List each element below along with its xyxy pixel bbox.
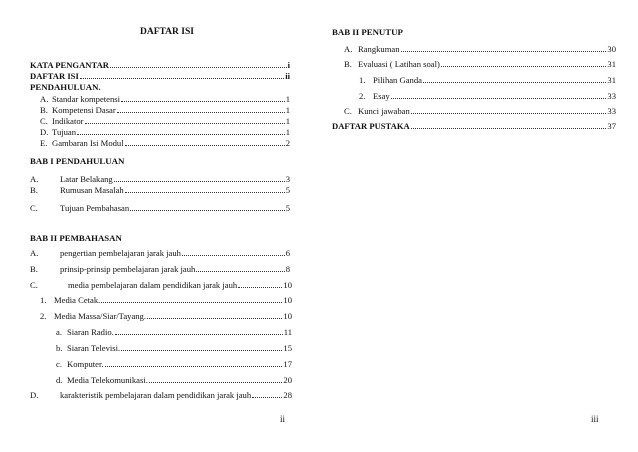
- entry-label: Media Massa/Siar/Tayang.: [54, 311, 146, 321]
- entry-marker: 2.: [359, 91, 366, 101]
- dot-leader: [130, 210, 285, 211]
- dot-leader: [115, 334, 283, 335]
- entry-page: 1: [285, 127, 290, 137]
- entry-page: 10: [283, 295, 292, 305]
- toc-entry-bab2-c1[interactable]: [40, 295, 292, 306]
- entry-page: 33: [607, 106, 616, 116]
- entry-label: prinsip-prinsip pembelajaran jarak jauh: [60, 264, 196, 274]
- toc-entry-pendahuluan-b[interactable]: [40, 105, 290, 116]
- toc-entry-bab2-c2d[interactable]: [56, 375, 292, 386]
- entry-page: i: [287, 60, 290, 70]
- entry-page: 31: [607, 59, 616, 69]
- entry-label: KATA PENGANTAR: [30, 60, 110, 70]
- entry-marker: B.: [40, 105, 48, 115]
- right-page: [319, 0, 638, 452]
- dot-leader: [391, 98, 607, 99]
- entry-marker: B.: [30, 185, 38, 195]
- dot-leader: [441, 66, 607, 67]
- toc-entry-bab3-b1[interactable]: [359, 75, 616, 86]
- dot-leader: [238, 287, 282, 288]
- entry-page: 17: [283, 359, 292, 369]
- entry-marker: 1.: [40, 295, 47, 305]
- entry-label: Evaluasi ( Latihan soal): [358, 59, 440, 69]
- entry-page: 5: [285, 185, 290, 195]
- toc-entry-bab2-c[interactable]: [30, 280, 292, 291]
- toc-entry-bab3-b[interactable]: [344, 59, 616, 70]
- entry-label: Indikator: [52, 116, 84, 126]
- dot-leader: [125, 145, 285, 146]
- entry-marker: A.: [30, 174, 39, 184]
- entry-marker: C.: [30, 203, 38, 213]
- entry-page: 1: [285, 116, 290, 126]
- entry-label: Siaran Radio.: [67, 327, 114, 337]
- page-number: iii: [591, 414, 599, 424]
- entry-page: 6: [285, 248, 290, 258]
- entry-label: Standar kompetensi: [52, 94, 121, 104]
- dot-leader: [401, 51, 607, 52]
- entry-marker: b.: [56, 343, 63, 353]
- dot-leader: [77, 134, 285, 135]
- entry-page: 11: [283, 327, 292, 337]
- dot-leader: [252, 397, 282, 398]
- toc-entry-daftar-pustaka[interactable]: [332, 121, 616, 132]
- entry-marker: A.: [30, 248, 39, 258]
- toc-entry-kata-pengantar[interactable]: [30, 60, 290, 71]
- entry-label: Kunci jawaban: [358, 106, 410, 116]
- bab3-heading: BAB II PENUTUP: [332, 27, 403, 37]
- toc-entry-bab3-b2[interactable]: [359, 91, 616, 102]
- toc-entry-bab3-c[interactable]: [344, 106, 616, 117]
- entry-page: 15: [283, 343, 292, 353]
- entry-page: 33: [607, 91, 616, 101]
- entry-page: 1: [285, 105, 290, 115]
- entry-label: DAFTAR PUSTAKA: [332, 121, 410, 131]
- entry-page: 37: [607, 121, 616, 131]
- dot-leader: [121, 350, 282, 351]
- toc-entry-pendahuluan-a[interactable]: [40, 94, 290, 105]
- dot-leader: [147, 318, 282, 319]
- toc-entry-bab2-c2a[interactable]: [56, 327, 292, 338]
- entry-page: 30: [607, 44, 616, 54]
- entry-label: Rumusan Masalah: [60, 185, 124, 195]
- entry-label: Tujuan Pembahasan: [60, 203, 130, 213]
- dot-leader: [182, 255, 285, 256]
- toc-entry-bab2-b[interactable]: [30, 264, 290, 275]
- entry-marker: a.: [56, 327, 62, 337]
- toc-entry-bab2-c2[interactable]: [40, 311, 292, 322]
- entry-label: Media Cetak.: [54, 295, 101, 305]
- entry-page: 1: [285, 94, 290, 104]
- entry-marker: c.: [56, 359, 62, 369]
- entry-label: Latar Belakang: [60, 174, 113, 184]
- toc-entry-bab1-b[interactable]: [30, 185, 290, 196]
- toc-entry-bab3-a[interactable]: [344, 44, 616, 55]
- entry-marker: B.: [344, 59, 352, 69]
- entry-label: Gambaran Isi Modul: [52, 138, 124, 148]
- entry-marker: A.: [344, 44, 353, 54]
- entry-marker: B.: [30, 264, 38, 274]
- toc-entry-bab2-c2c[interactable]: [56, 359, 292, 370]
- entry-label: Rangkuman: [358, 44, 400, 54]
- bab2-heading: BAB II PEMBAHASAN: [30, 233, 122, 243]
- dot-leader: [411, 128, 607, 129]
- entry-label: DAFTAR ISI: [30, 71, 79, 81]
- entry-marker: D.: [30, 390, 39, 400]
- entry-page: 5: [285, 203, 290, 213]
- toc-entry-bab2-a[interactable]: [30, 248, 290, 259]
- entry-page: 2: [285, 138, 290, 148]
- toc-entry-bab2-d[interactable]: [30, 390, 292, 401]
- toc-entry-bab2-c2b[interactable]: [56, 343, 292, 354]
- dot-leader: [101, 302, 282, 303]
- entry-page: 10: [283, 280, 292, 290]
- toc-entry-pendahuluan-c[interactable]: [40, 116, 290, 127]
- entry-label: Pilihan Ganda: [373, 75, 422, 85]
- entry-marker: C.: [344, 106, 352, 116]
- entry-marker: A.: [40, 94, 49, 104]
- bab1-heading: BAB I PENDAHULUAN: [30, 156, 125, 166]
- dot-leader: [121, 101, 285, 102]
- entry-label: Media Telekomunikasi.: [67, 375, 148, 385]
- entry-label: media pembelajaran dalam pendidikan jarak jauh: [68, 280, 238, 290]
- toc-entry-pendahuluan-e[interactable]: [40, 138, 290, 149]
- entry-page: ii: [285, 71, 290, 81]
- toc-entry-daftar-isi[interactable]: [30, 71, 290, 82]
- dot-leader: [411, 113, 607, 114]
- entry-page: 3: [285, 174, 290, 184]
- entry-label: Komputer.: [67, 359, 104, 369]
- entry-label: Siaran Televisi.: [67, 343, 121, 353]
- dot-leader: [114, 181, 285, 182]
- section-label: PENDAHULUAN: [30, 82, 99, 92]
- entry-label: pengertian pembelajaran jarak jauh: [60, 248, 181, 258]
- entry-page: 8: [285, 264, 290, 274]
- dot-leader: [196, 271, 284, 272]
- toc-entry-pendahuluan-d[interactable]: [40, 127, 290, 138]
- dot-leader: [80, 78, 284, 79]
- entry-marker: C.: [30, 280, 38, 290]
- dot-leader: [85, 123, 285, 124]
- toc-entry-bab1-c[interactable]: [30, 203, 290, 214]
- dot-leader: [110, 67, 287, 68]
- dot-leader: [125, 192, 285, 193]
- entry-marker: E.: [40, 138, 48, 148]
- entry-label: Tujuan: [52, 127, 77, 137]
- toc-entry-bab1-a[interactable]: [30, 174, 290, 185]
- entry-marker: C.: [40, 116, 48, 126]
- entry-page: 20: [283, 375, 292, 385]
- entry-page: 28: [283, 390, 292, 400]
- dot-leader: [149, 382, 283, 383]
- page-number: ii: [280, 414, 286, 424]
- entry-page: 10: [283, 311, 292, 321]
- dot-leader: [117, 112, 285, 113]
- entry-label: karakteristik pembelajaran dalam pendidikan jarak jauh: [60, 390, 252, 400]
- entry-label: Kompetensi Dasar: [52, 105, 116, 115]
- dot-leader: [105, 366, 283, 367]
- entry-marker: D.: [40, 127, 49, 137]
- entry-marker: 1.: [359, 75, 366, 85]
- entry-page: 31: [607, 75, 616, 85]
- dot-leader: [423, 82, 606, 83]
- entry-marker: d.: [56, 375, 63, 385]
- section-pendahuluan-heading: PENDAHULUAN.: [30, 82, 101, 92]
- toc-title: DAFTAR ISI: [140, 27, 194, 37]
- entry-label: Esay: [373, 91, 390, 101]
- entry-marker: 2.: [40, 311, 47, 321]
